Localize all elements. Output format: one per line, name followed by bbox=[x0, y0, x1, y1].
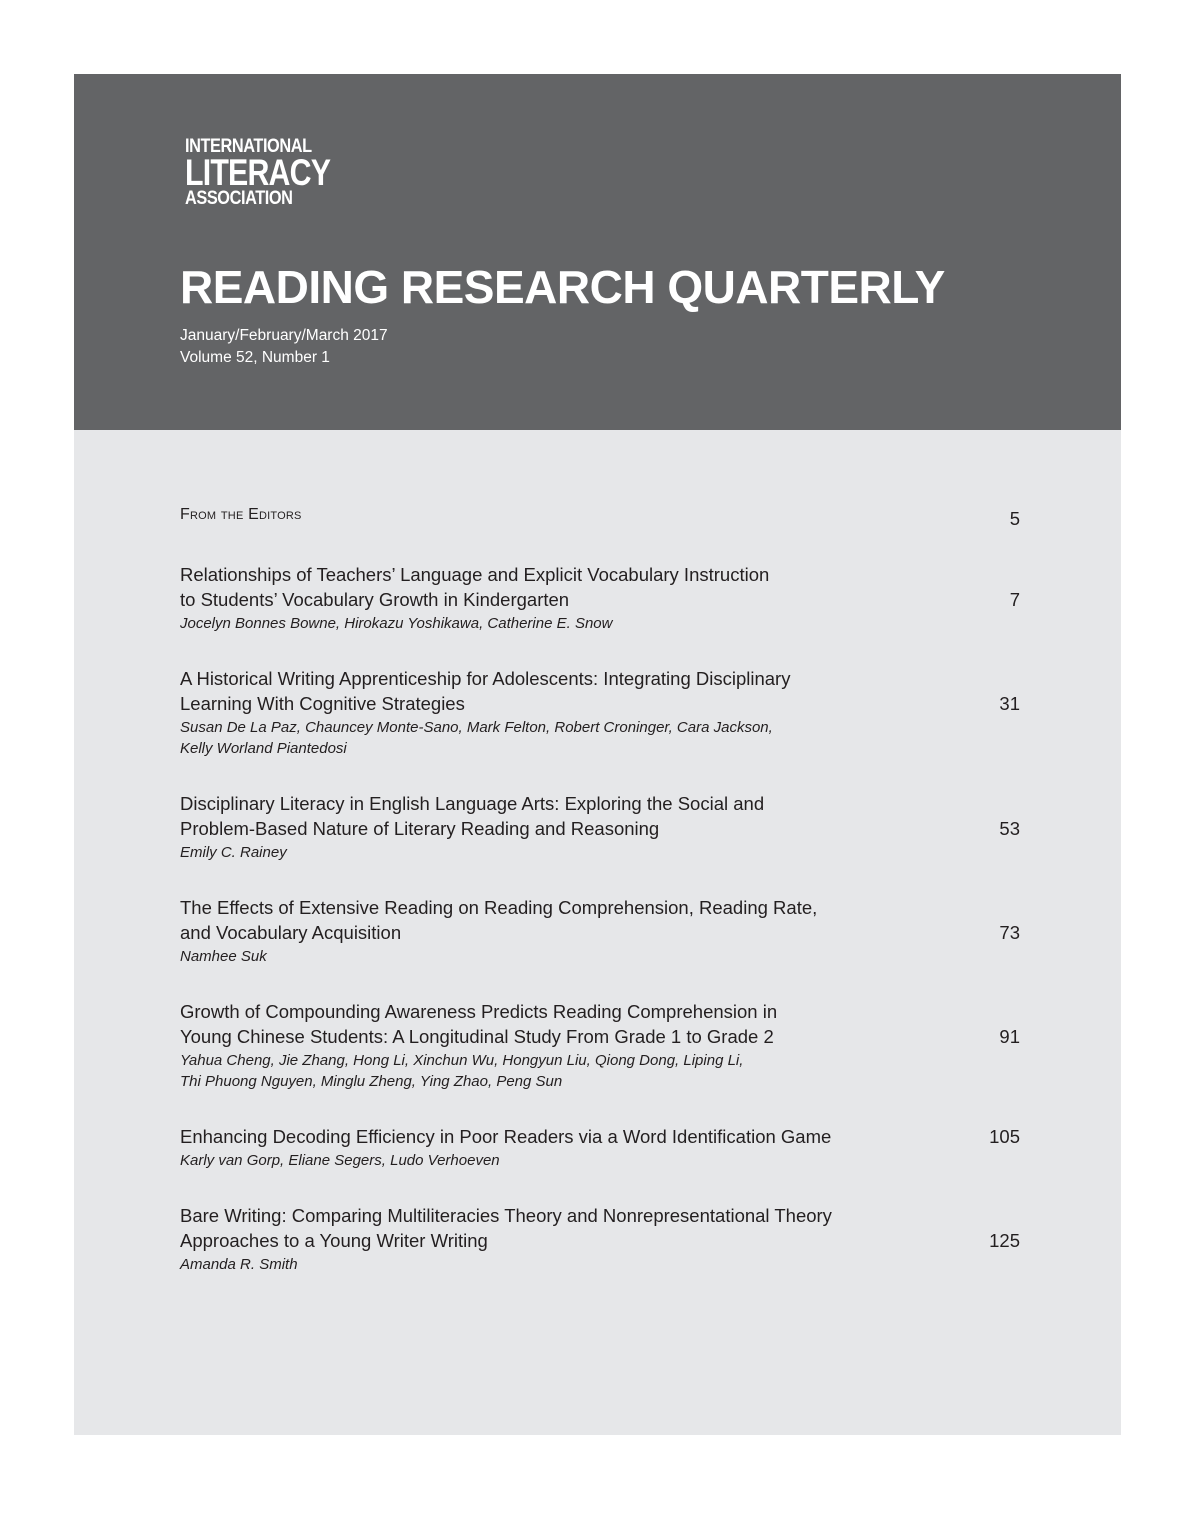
article-authors bbox=[180, 1254, 940, 1275]
article-title-line: Problem-Based Nature of Literary Reading and Reasoning bbox=[180, 818, 660, 839]
article-title-line: Enhancing Decoding Efficiency in Poor Readers via a Word Identification Game bbox=[180, 1126, 832, 1147]
article-authors bbox=[180, 1050, 940, 1092]
logo-line-2: LITERACY bbox=[185, 152, 331, 193]
logo-line-3: ASSOCIATION bbox=[185, 188, 293, 209]
article-page-number: 7 bbox=[1009, 589, 1020, 610]
article-title-line: A Historical Writing Apprenticeship for Adolescents: Integrating Disciplinary bbox=[180, 668, 791, 689]
article-title-line: Relationships of Teachers’ Language and Explicit Vocabulary Instruction bbox=[180, 564, 770, 585]
article-page-number: 91 bbox=[999, 1026, 1020, 1047]
article-authors bbox=[180, 842, 940, 863]
article-authors-line: Yahua Cheng, Jie Zhang, Hong Li, Xinchun Wu, Hongyun Liu, Qiong Dong, Liping Li, bbox=[180, 1052, 744, 1069]
journal-title: READING RESEARCH QUARTERLY bbox=[180, 261, 945, 313]
article-page-number: 31 bbox=[999, 693, 1020, 714]
article-authors bbox=[180, 1150, 940, 1171]
article-title-line: Learning With Cognitive Strategies bbox=[180, 693, 465, 714]
article-authors-line: Susan De La Paz, Chauncey Monte-Sano, Mark Felton, Robert Croninger, Cara Jackson, bbox=[180, 719, 773, 736]
toc-entry-article[interactable] bbox=[180, 666, 1020, 759]
article-title-line: Bare Writing: Comparing Multiliteracies Theory and Nonrepresentational Theory bbox=[180, 1205, 832, 1226]
issue-date: January/February/March 2017 bbox=[180, 327, 388, 344]
toc-entry-article[interactable] bbox=[180, 791, 1020, 863]
editors-label: From the Editors bbox=[180, 506, 302, 523]
article-title bbox=[180, 562, 960, 612]
article-title bbox=[180, 895, 960, 945]
article-title bbox=[180, 1124, 960, 1149]
issue-volume: Volume 52, Number 1 bbox=[180, 349, 330, 366]
article-title-line: and Vocabulary Acquisition bbox=[180, 922, 402, 943]
article-authors-line: Emily C. Rainey bbox=[180, 844, 287, 861]
article-title-line: to Students’ Vocabulary Growth in Kindergarten bbox=[180, 589, 570, 610]
editors-page-number: 5 bbox=[1009, 508, 1020, 529]
article-title bbox=[180, 999, 960, 1049]
article-page-number: 125 bbox=[989, 1230, 1020, 1251]
article-page-number: 73 bbox=[999, 922, 1020, 943]
table-of-contents bbox=[180, 506, 1020, 1307]
article-authors-line: Thi Phuong Nguyen, Minglu Zheng, Ying Zhao, Peng Sun bbox=[180, 1073, 563, 1090]
toc-entry-article[interactable] bbox=[180, 895, 1020, 967]
article-authors-line: Kelly Worland Piantedosi bbox=[180, 740, 347, 757]
article-title-line: Disciplinary Literacy in English Language Arts: Exploring the Social and bbox=[180, 793, 765, 814]
article-title bbox=[180, 791, 960, 841]
article-page-number: 53 bbox=[999, 818, 1020, 839]
toc-entry-article[interactable] bbox=[180, 1124, 1020, 1171]
article-title-line: Growth of Compounding Awareness Predicts Reading Comprehension in bbox=[180, 1001, 778, 1022]
article-authors-line: Amanda R. Smith bbox=[180, 1256, 298, 1273]
article-authors bbox=[180, 717, 940, 759]
article-authors-line: Namhee Suk bbox=[180, 948, 267, 965]
article-authors bbox=[180, 946, 940, 967]
logo-line-1: INTERNATIONAL bbox=[185, 136, 312, 157]
journal-cover bbox=[74, 74, 1121, 1435]
article-title-line: The Effects of Extensive Reading on Reading Comprehension, Reading Rate, bbox=[180, 897, 818, 918]
article-title-line: Approaches to a Young Writer Writing bbox=[180, 1230, 488, 1251]
article-title bbox=[180, 666, 960, 716]
toc-entry-article[interactable] bbox=[180, 1203, 1020, 1275]
toc-entry-article[interactable] bbox=[180, 999, 1020, 1092]
article-authors bbox=[180, 613, 940, 634]
article-authors-line: Karly van Gorp, Eliane Segers, Ludo Verhoeven bbox=[180, 1152, 500, 1169]
toc-entry-article[interactable] bbox=[180, 562, 1020, 634]
issue-info bbox=[180, 325, 388, 369]
cover-header bbox=[74, 74, 1121, 430]
toc-articles bbox=[180, 562, 1020, 1275]
article-title-line: Young Chinese Students: A Longitudinal Study From Grade 1 to Grade 2 bbox=[180, 1026, 774, 1047]
ila-logo bbox=[185, 137, 335, 208]
article-title bbox=[180, 1203, 960, 1253]
article-page-number: 105 bbox=[989, 1126, 1020, 1147]
article-authors-line: Jocelyn Bonnes Bowne, Hirokazu Yoshikawa, Catherine E. Snow bbox=[180, 615, 613, 632]
toc-entry-editors[interactable] bbox=[180, 506, 1020, 532]
